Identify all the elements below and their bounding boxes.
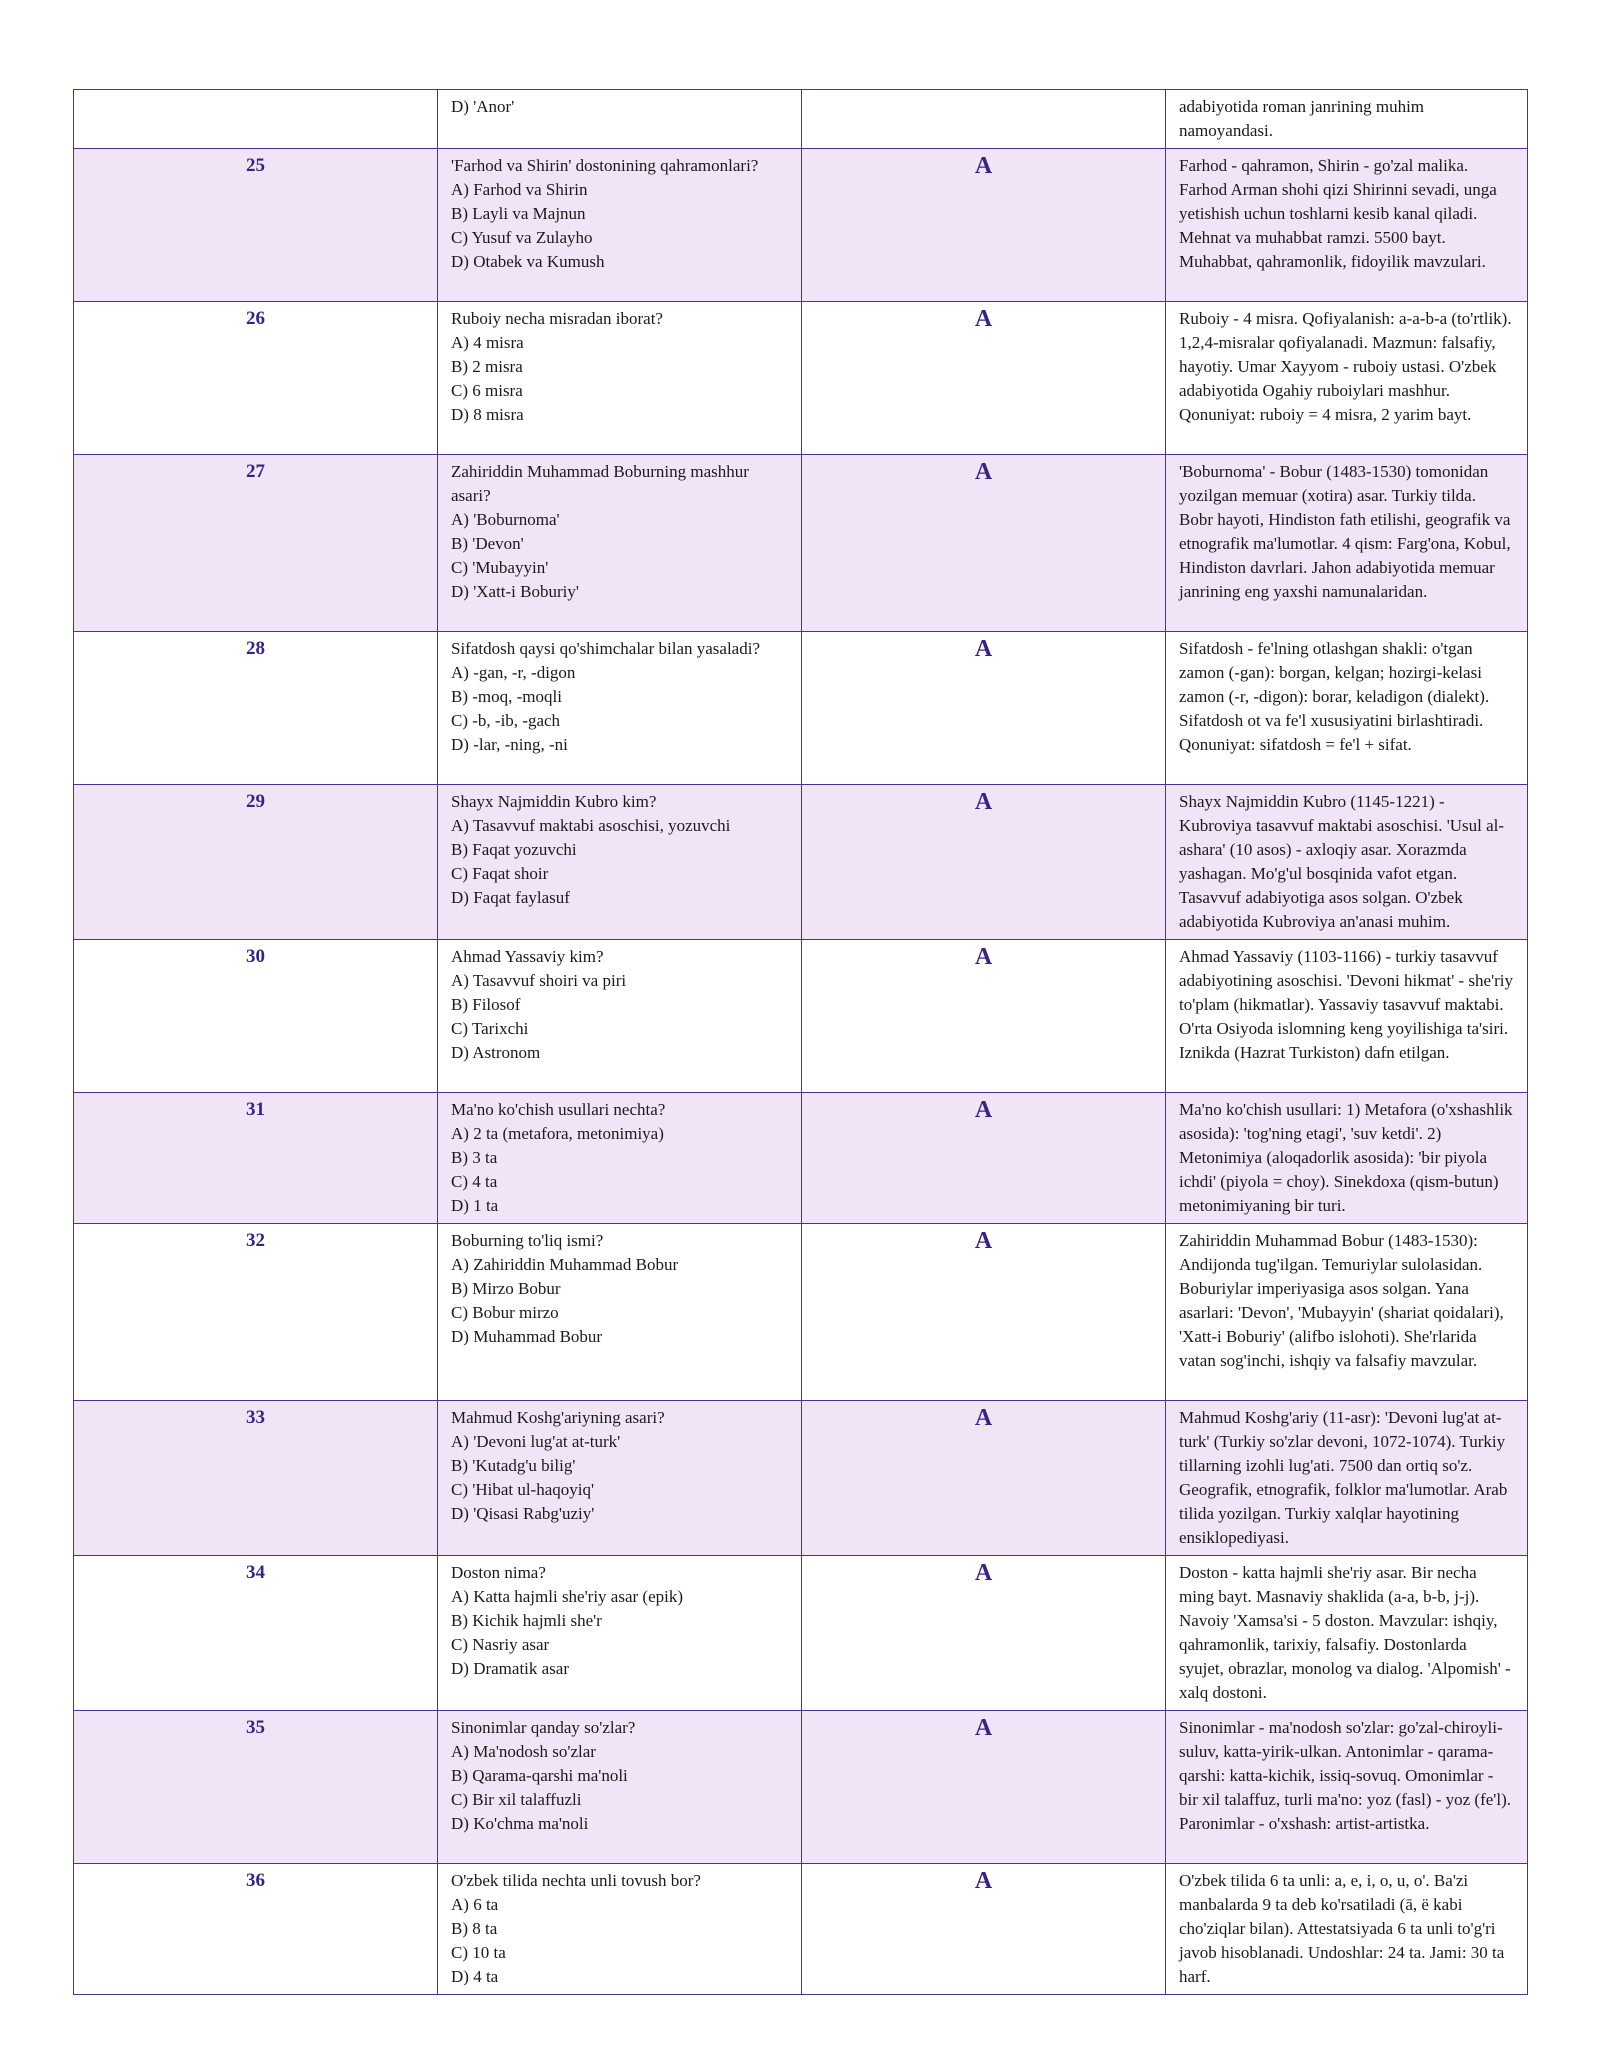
question-text: Ahmad Yassaviy kim? — [451, 947, 604, 966]
table-row — [74, 302, 1528, 455]
option: A) 4 misra — [451, 333, 524, 352]
option: C) 'Hibat ul-haqoyiq' — [451, 1480, 595, 1499]
question-number: 33 — [74, 1401, 438, 1556]
option: A) 2 ta (metafora, metonimiya) — [451, 1124, 664, 1143]
question-number: 35 — [74, 1711, 438, 1864]
table-row — [74, 1093, 1528, 1224]
option: A) -gan, -r, -digon — [451, 663, 576, 682]
table-row — [74, 149, 1528, 302]
option: A) Zahiriddin Muhammad Bobur — [451, 1255, 679, 1274]
answer-letter: A — [802, 1401, 1166, 1556]
table-row — [74, 785, 1528, 940]
question-text: Shayx Najmiddin Kubro kim? — [451, 792, 657, 811]
option: D) 'Xatt-i Boburiy' — [451, 582, 579, 601]
option: B) 'Devon' — [451, 534, 524, 553]
option: B) Qarama-qarshi ma'noli — [451, 1766, 628, 1785]
question-text: Ruboiy necha misradan iborat? — [451, 309, 663, 328]
question-number: 26 — [74, 302, 438, 455]
option: D) 'Anor' — [451, 97, 515, 116]
option: C) Bir xil talaffuzli — [451, 1790, 582, 1809]
answer-letter: A — [802, 1093, 1166, 1224]
option: B) Kichik hajmli she'r — [451, 1611, 602, 1630]
option: B) -moq, -moqli — [451, 687, 562, 706]
question-cell — [438, 1864, 802, 1995]
question-number: 28 — [74, 632, 438, 785]
option: A) Ma'nodosh so'zlar — [451, 1742, 596, 1761]
quiz-page — [73, 89, 1527, 1995]
question-number: 27 — [74, 455, 438, 632]
explanation-cell: Sifatdosh - fe'lning otlashgan shakli: o'tgan zamon (-gan): borgan, kelgan; hozirgi-kelasi zamon (-r, -digon): borar, keladigon (dialekt). Sifatdosh ot va fe'l xususiyatini birlashtiradi. Qonuniyat: sifatdosh = fe'l + sifat. — [1166, 632, 1528, 785]
answer-letter: A — [802, 455, 1166, 632]
option: A) Tasavvuf maktabi asoschisi, yozuvchi — [451, 816, 731, 835]
question-text: Mahmud Koshg'ariyning asari? — [451, 1408, 665, 1427]
explanation-cell: Ahmad Yassaviy (1103-1166) - turkiy tasavvuf adabiyotining asoschisi. 'Devoni hikmat' - she'riy to'plam (hikmatlar). Yassaviy tasavvuf maktabi. O'rta Osiyoda islomning keng yoyilishiga ta'siri. Iznikda (Hazrat Turkiston) dafn etilgan. — [1166, 940, 1528, 1093]
question-number — [74, 90, 438, 149]
option: B) 8 ta — [451, 1919, 498, 1938]
question-cell — [438, 1401, 802, 1556]
answer-letter: A — [802, 149, 1166, 302]
option: B) 2 misra — [451, 357, 523, 376]
option: D) Faqat faylasuf — [451, 888, 570, 907]
question-cell — [438, 149, 802, 302]
table-row — [74, 1556, 1528, 1711]
answer-letter: A — [802, 1711, 1166, 1864]
explanation-cell: adabiyotida roman janrining muhim namoyandasi. — [1166, 90, 1528, 149]
question-text: Sifatdosh qaysi qo'shimchalar bilan yasaladi? — [451, 639, 760, 658]
option: A) 'Boburnoma' — [451, 510, 560, 529]
option: A) Katta hajmli she'riy asar (epik) — [451, 1587, 684, 1606]
explanation-cell: Shayx Najmiddin Kubro (1145-1221) - Kubroviya tasavvuf maktabi asoschisi. 'Usul al-ashara' (10 asos) - axloqiy asar. Xorazmda yashagan. Mo'g'ul bosqinida vafot etgan. Tasavvuf adabiyotiga asos solgan. O'zbek adabiyotida Kubroviya an'anasi muhim. — [1166, 785, 1528, 940]
option: B) Faqat yozuvchi — [451, 840, 577, 859]
option: D) Dramatik asar — [451, 1659, 570, 1678]
table-row — [74, 1401, 1528, 1556]
option: C) Faqat shoir — [451, 864, 549, 883]
explanation-cell: Ruboiy - 4 misra. Qofiyalanish: a-a-b-a (to'rtlik). 1,2,4-misralar qofiyalanadi. Mazmun: falsafiy, hayotiy. Umar Xayyom - ruboiy ustasi. O'zbek adabiyotida Ogahiy ruboiylari mashhur. Qonuniyat: ruboiy = 4 misra, 2 yarim bayt. — [1166, 302, 1528, 455]
answer-letter: A — [802, 785, 1166, 940]
explanation-cell: Mahmud Koshg'ariy (11-asr): 'Devoni lug'at at-turk' (Turkiy so'zlar devoni, 1072-1074). Turkiy tillarning izohli lug'ati. 7500 dan ortiq so'z. Geografik, etnografik, folklor ma'lumotlar. Arab tilida yozilgan. Turkiy xalqlar hayotining ensiklopediyasi. — [1166, 1401, 1528, 1556]
option: D) -lar, -ning, -ni — [451, 735, 568, 754]
option: C) 'Mubayyin' — [451, 558, 549, 577]
table-row — [74, 90, 1528, 149]
question-text: Doston nima? — [451, 1563, 546, 1582]
option: C) Yusuf va Zulayho — [451, 228, 593, 247]
explanation-cell: Ma'no ko'chish usullari: 1) Metafora (o'xshashlik asosida): 'tog'ning etagi', 'suv ketdi'. 2) Metonimiya (aloqadorlik asosida): 'bir piyola ichdi' (piyola = choy). Sinekdoxa (qism-butun) metonimiyaning bir turi. — [1166, 1093, 1528, 1224]
explanation-cell: Zahiriddin Muhammad Bobur (1483-1530): Andijonda tug'ilgan. Temuriylar sulolasidan. Boburiylar imperiyasiga asos solgan. Yana asarlari: 'Devon', 'Mubayyin' (shariat qoidalari), 'Xatt-i Boburiy' (alifbo islohoti). She'rlarida vatan sog'inchi, ishqiy va falsafiy mavzular. — [1166, 1224, 1528, 1401]
table-row — [74, 1711, 1528, 1864]
question-number: 34 — [74, 1556, 438, 1711]
question-number: 31 — [74, 1093, 438, 1224]
option: B) Layli va Majnun — [451, 204, 586, 223]
question-cell — [438, 90, 802, 149]
question-number: 30 — [74, 940, 438, 1093]
question-text: Sinonimlar qanday so'zlar? — [451, 1718, 636, 1737]
question-cell — [438, 455, 802, 632]
question-text: Boburning to'liq ismi? — [451, 1231, 604, 1250]
explanation-cell: Sinonimlar - ma'nodosh so'zlar: go'zal-chiroyli-suluv, katta-yirik-ulkan. Antonimlar - qarama-qarshi: katta-kichik, issiq-sovuq. Omonimlar - bir xil talaffuz, turli ma'no: yoz (fasl) - yoz (fe'l). Paronimlar - o'xshash: artist-artistka. — [1166, 1711, 1528, 1864]
question-number: 32 — [74, 1224, 438, 1401]
answer-letter: A — [802, 632, 1166, 785]
table-row — [74, 1224, 1528, 1401]
answer-letter: A — [802, 302, 1166, 455]
question-cell — [438, 302, 802, 455]
table-row — [74, 455, 1528, 632]
question-text: Zahiriddin Muhammad Boburning mashhur asari? — [451, 462, 749, 505]
answer-letter: A — [802, 1864, 1166, 1995]
quiz-table — [73, 89, 1528, 1995]
option: D) 1 ta — [451, 1196, 499, 1215]
option: C) Tarixchi — [451, 1019, 529, 1038]
table-row — [74, 1864, 1528, 1995]
answer-letter: A — [802, 1556, 1166, 1711]
table-row — [74, 632, 1528, 785]
option: B) Mirzo Bobur — [451, 1279, 561, 1298]
explanation-cell: O'zbek tilida 6 ta unli: a, e, i, o, u, o'. Ba'zi manbalarda 9 ta deb ko'rsatiladi (ā, ë kabi cho'ziqlar bilan). Attestatsiyada 6 ta unli to'g'ri javob hisoblanadi. Undoshlar: 24 ta. Jami: 30 ta harf. — [1166, 1864, 1528, 1995]
question-number: 29 — [74, 785, 438, 940]
table-row — [74, 940, 1528, 1093]
option: C) Bobur mirzo — [451, 1303, 559, 1322]
option: C) -b, -ib, -gach — [451, 711, 561, 730]
option: C) 4 ta — [451, 1172, 498, 1191]
option: B) 3 ta — [451, 1148, 498, 1167]
quiz-table-body — [74, 90, 1528, 1995]
question-cell — [438, 1093, 802, 1224]
option: A) 'Devoni lug'at at-turk' — [451, 1432, 621, 1451]
question-number: 36 — [74, 1864, 438, 1995]
option: D) Muhammad Bobur — [451, 1327, 603, 1346]
question-text: Ma'no ko'chish usullari nechta? — [451, 1100, 666, 1119]
question-cell — [438, 940, 802, 1093]
question-number: 25 — [74, 149, 438, 302]
question-cell — [438, 1556, 802, 1711]
question-text: O'zbek tilida nechta unli tovush bor? — [451, 1871, 701, 1890]
option: D) Ko'chma ma'noli — [451, 1814, 589, 1833]
question-cell — [438, 632, 802, 785]
explanation-cell: Farhod - qahramon, Shirin - go'zal malika. Farhod Arman shohi qizi Shirinni sevadi, unga yetishish uchun toshlarni kesib kanal qiladi. Mehnat va muhabbat ramzi. 5500 bayt. Muhabbat, qahramonlik, fidoyilik mavzulari. — [1166, 149, 1528, 302]
explanation-cell: 'Boburnoma' - Bobur (1483-1530) tomonidan yozilgan memuar (xotira) asar. Turkiy tilda. Bobr hayoti, Hindiston fath etilishi, geografik va etnografik ma'lumotlar. 4 qism: Farg'ona, Kobul, Hindiston davrlari. Jahon adabiyotida memuar janrining eng yaxshi namunalaridan. — [1166, 455, 1528, 632]
question-cell — [438, 785, 802, 940]
answer-letter: A — [802, 1224, 1166, 1401]
option: D) 8 misra — [451, 405, 524, 424]
option: D) Astronom — [451, 1043, 541, 1062]
answer-letter: A — [802, 940, 1166, 1093]
option: B) 'Kutadg'u bilig' — [451, 1456, 576, 1475]
option: C) Nasriy asar — [451, 1635, 550, 1654]
question-text: 'Farhod va Shirin' dostonining qahramonlari? — [451, 156, 759, 175]
option: B) Filosof — [451, 995, 521, 1014]
option: C) 10 ta — [451, 1943, 506, 1962]
question-cell — [438, 1224, 802, 1401]
option: A) Farhod va Shirin — [451, 180, 588, 199]
explanation-cell: Doston - katta hajmli she'riy asar. Bir necha ming bayt. Masnaviy shaklida (a-a, b-b, j-j). Navoiy 'Xamsa'si - 5 doston. Mavzular: ishqiy, qahramonlik, tarixiy, falsafiy. Dostonlarda syujet, obrazlar, monolog va dialog. 'Alpomish' - xalq dostoni. — [1166, 1556, 1528, 1711]
option: A) 6 ta — [451, 1895, 499, 1914]
option: D) 4 ta — [451, 1967, 499, 1986]
question-cell — [438, 1711, 802, 1864]
option: D) Otabek va Kumush — [451, 252, 605, 271]
answer-letter — [802, 90, 1166, 149]
option: D) 'Qisasi Rabg'uziy' — [451, 1504, 595, 1523]
option: C) 6 misra — [451, 381, 523, 400]
option: A) Tasavvuf shoiri va piri — [451, 971, 627, 990]
